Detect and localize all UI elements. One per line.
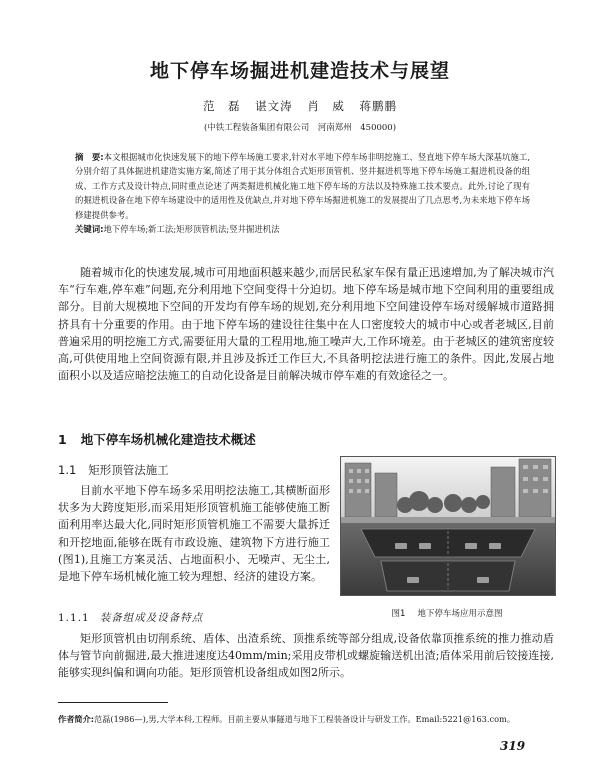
- figure-caption: [340, 607, 554, 619]
- paper-title: 地下停车场掘进机建造技术与展望: [149, 60, 450, 82]
- abstract-paragraph: [75, 150, 530, 222]
- figure-illustration: [340, 456, 556, 596]
- footnote-text: 范磊(1986—),男,大学本科,工程师。目前主要从事隧道与地下工程装备设计与研发工作。Email:5221@163.com。: [94, 714, 515, 724]
- subsection-paragraph: 目前水平地下停车场多采用明挖法施工,其横断面形状多为大跨度矩形,而采用矩形顶管机施工能够使施工断面利用率达最大化,同时矩形顶管机施工不需要大量拆迁和开挖地面,能够在既有市政设施、建筑物下方进行施工(图1),且施工方案灵活、占地面积小、无噪声、无尘土,是地下停车场机械化施工较为理想、经济的建设方案。: [58, 484, 330, 584]
- subsubsection-title: 装备组成及设备特点: [99, 612, 204, 624]
- abstract-text: 本文根据城市化快速发展下的地下停车场施工要求,针对水平地下停车场非明挖施工、竖直地下停车场大深基坑施工,分别介绍了具体掘进机建造实施方案,简述了用于其分体组合式矩形顶管机、竖井掘进机等地下停车场施工掘进机设备的组成、工作方式及设计特点,同时重点论述了两类掘进机械化施工地下停车场的方法以及特殊施工技术要点。此外,讨论了现有的掘进机设备在地下停车场建设中的适用性及优缺点,并对地下停车场掘进机施工的发展提出了几点思考,为未来地下停车场修建提供参考。: [75, 152, 530, 220]
- author-name: 范 磊: [203, 99, 241, 113]
- abstract-block: [75, 150, 530, 236]
- author-footnote: [58, 712, 554, 726]
- keywords-text: 地下停车场;新工法;矩形顶管机法;竖井掘进机法: [103, 224, 280, 235]
- author-name: 肖 威: [307, 99, 345, 113]
- footnote-label: 作者简介:: [58, 714, 95, 724]
- keywords-label: 关键词:: [75, 224, 104, 235]
- subsubsection-paragraph: 矩形顶管机由切削系统、盾体、出渣系统、顶推系统等部分组成,设备依靠顶推系统的推力推动盾体与管节向前掘进,最大推进速度达40mm/min;采用皮带机或螺旋输送机出渣;盾体采用前后铰接连接,能够实现纠偏和调向功能。矩形顶管机设备组成如图2所示。: [58, 632, 554, 680]
- section-number: 1: [58, 432, 67, 447]
- subsubsection-number: 1.1.1: [58, 612, 90, 624]
- subsection-number: 1.1: [58, 463, 77, 477]
- author-name: 蒋鹏鹏: [359, 99, 397, 113]
- section-title: 地下停车场机械化建造技术概述: [80, 432, 256, 447]
- figure-drawing: [341, 457, 555, 595]
- subsubsection-heading: [58, 610, 203, 625]
- page-number: 319: [500, 739, 526, 753]
- figure-caption-text: 地下停车场应用示意图: [417, 609, 503, 619]
- abstract-label: 摘 要:: [75, 152, 104, 162]
- section-heading: [58, 430, 256, 448]
- keywords-line: [75, 222, 530, 236]
- footnote-divider: [58, 702, 168, 703]
- author-name: 谌文涛: [255, 99, 293, 113]
- subsection-title: 矩形顶管法施工: [88, 463, 169, 477]
- intro-paragraph: 随着城市化的快速发展,城市可用地面积越来越少,而居民私家车保有量正迅速增加,为了解决城市汽车“行车难,停车难”问题,充分利用地下空间变得十分迫切。地下停车场是城市地下空间利用的重要组成部分。目前大规模地下空间的开发均有停车场的规划,充分利用地下空间建设停车场对缓解城市道路拥挤具有十分重要的作用。由于地下停车场的建设往往集中在人口密度较大的城市中心或者老城区,目前普遍采用的明挖施工方式,需要征用大量的工程用地,施工噪声大,工作环境差。由于老城区的建筑密度较高,可供使用地上空间资源有限,并且涉及拆迁工作巨大,不具备明挖法进行施工的条件。因此,发展占地面积小以及适应暗挖法施工的自动化设备是目前解决城市停车难的有效途径之一。: [58, 266, 554, 383]
- figure-number: 图1: [391, 609, 406, 619]
- author-list: [0, 98, 600, 114]
- subsection-heading: [58, 462, 169, 478]
- affiliation: (中铁工程装备集团有限公司 河南郑州 450000): [203, 123, 397, 133]
